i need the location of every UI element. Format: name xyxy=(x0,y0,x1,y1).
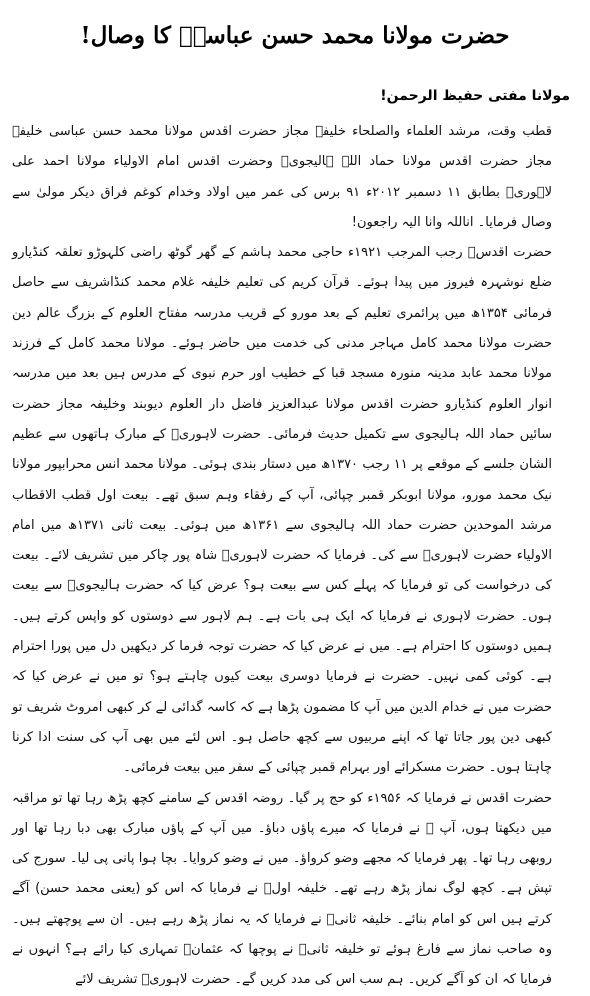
paragraph-1: قطب وقت، مرشد العلماء والصلحاء خلیفہ مجاز حضرت اقدس مولانا محمد حسن عباسی خلیفہ مجاز حضرت اقدس مولانا حماد اللہ ہالیجویؒ وحضرت اقدس امام الاولیاء مولانا احمد علی لاہوریؒ بطابق ۱۱ دسمبر ۲۰۱۲ء ۹۱ برس کی عمر میں اولاد وخدام کوغم فراق دیکر مولیٰ سے وصال فرمایا۔ اناللہ وانا الیہ راجعون! xyxy=(12,124,553,230)
paragraph-2: حضرت اقدسؒ رجب المرجب ۱۹۲۱ء حاجی محمد ہاشم کے گھر گوٹھ راضی کلہوڑو تعلقہ کنڈیارو ضلع نوشہرہ فیروز میں پیدا ہوئے۔ قرآن کریم کی تعلیم خلیفہ غلام محمد کنڈاشریف سے حاصل فرمائی ۱۳۵۴ھ میں پرائمری تعلیم کے بعد مورو کے قریب مدرسہ مفتاح العلوم کے بزرگ عالم دین حضرت مولانا محمد کامل مہاجر مدنی کی خدمت میں حاضر ہوئے۔ مولانا محمد کامل کے فرزند مولانا محمد عابد مدینہ منورہ مسجد قبا کے خطیب اور حرم نبوی کے مدرس ہیں بعد میں مدرسہ انوار العلوم کنڈیارو حضرت اقدس مولانا عبدالعزیز فاضل دار العلوم دیوبند وخلیفہ مجاز حضرت سائیں حماد اللہ ہالیجوی سے تکمیل حدیث فرمائی۔ حضرت لاہوریؒ کے مبارک ہاتھوں سے عظیم الشان جلسے کے موقعے پر ۱۱ رجب ۱۳۷۰ھ میں دستار بندی ہوئی۔ مولانا محمد انس محرابپور مولانا نیک محمد مورو، مولانا ابوبکر قمبر چپائی، آپ کے رفقاء وہم سبق تھے۔ بیعت اول قطب الاقطاب مرشد الموحدین حضرت حماد اللہ ہالیجوی سے ۱۳۶۱ھ میں ہوئی۔ بیعت ثانی ۱۳۷۱ھ میں امام الاولیاء حضرت لاہوریؒ سے کی۔ فرمایا کہ حضرت لاہوریؒ شاہ پور چاکر میں تشریف لائے۔ بیعت کی درخواست کی تو فرمایا کہ پہلے کس سے بیعت ہو؟ عرض کیا کہ حضرت ہالیجویؒ سے بیعت ہوں۔ حضرت لاہوری نے فرمایا کہ ایک ہی بات ہے۔ ہم لاہور سے دوستوں کو واپس کرتے ہیں۔ ہمیں دوستوں کا احترام ہے۔ میں نے عرض کیا کہ حضرت توجہ فرما کر دیکھیں دل میں پورا احترام ہے۔ کوئی کمی نہیں۔ حضرت نے فرمایا دوسری بیعت کیوں چاہتے ہو؟ تو میں نے عرض کیا کہ حضرت میں نے خدام الدین میں آپ کا مضمون پڑھا ہے کہ کاسہ گدائی لے کر کبھی امروٹ شریف تو کبھی دین پور جاتا تھا کہ اپنے مربیوں سے کچھ حاصل ہو۔ اس لئے میں بھی آپ کی سنت ادا کرنا چاہتا ہوں۔ حضرت مسکرائے اور بہرام قمبر چپائی کے سفر میں بیعت فرمائی۔ xyxy=(12,245,552,776)
paragraph-3: حضرت اقدس نے فرمایا کہ ۱۹۵۶ء کو حج پر گیا۔ روضہ اقدس کے سامنے کچھ پڑھ رہا تھا تو مراقبہ میں دیکھتا ہوں، آپ ﷺ نے فرمایا کہ میرے پاؤں دباؤ۔ میں آپ کے پاؤں مبارک بھی دبا رہا تھا اور روبھی رہا تھا۔ پھر فرمایا کہ مجھے وضو کرواؤ۔ میں نے وضو کروایا۔ بچا ہوا پانی پی لیا۔ سورج کی تپش ہے۔ کچھ لوگ نماز پڑھ رہے تھے۔ خلیفہ اولؓ نے فرمایا کہ اس کو (یعنی محمد حسن) آگے کرتے ہیں اس کو امام بنائے۔ خلیفہ ثانیؓ نے فرمایا کہ یہ نماز پڑھ رہے ہیں۔ ان سے پوچھتے ہیں۔ وہ صاحب نماز سے فارغ ہوئے تو خلیفہ ثانیؓ نے پوچھا کہ عثمانؓ تمہاری کیا رائے ہے؟ انہوں نے فرمایا کہ ان کو آگے کریں۔ ہم سب اس کی مدد کریں گے۔ حضرت لاہوریؒ تشریف لائے xyxy=(12,790,552,988)
author-line: مولانا مفتی حفیظ الرحمن! xyxy=(380,88,570,104)
article-body xyxy=(12,117,576,996)
article-title: حضرت مولانا محمد حسن عباسیؒ کا وصال! xyxy=(80,22,510,49)
